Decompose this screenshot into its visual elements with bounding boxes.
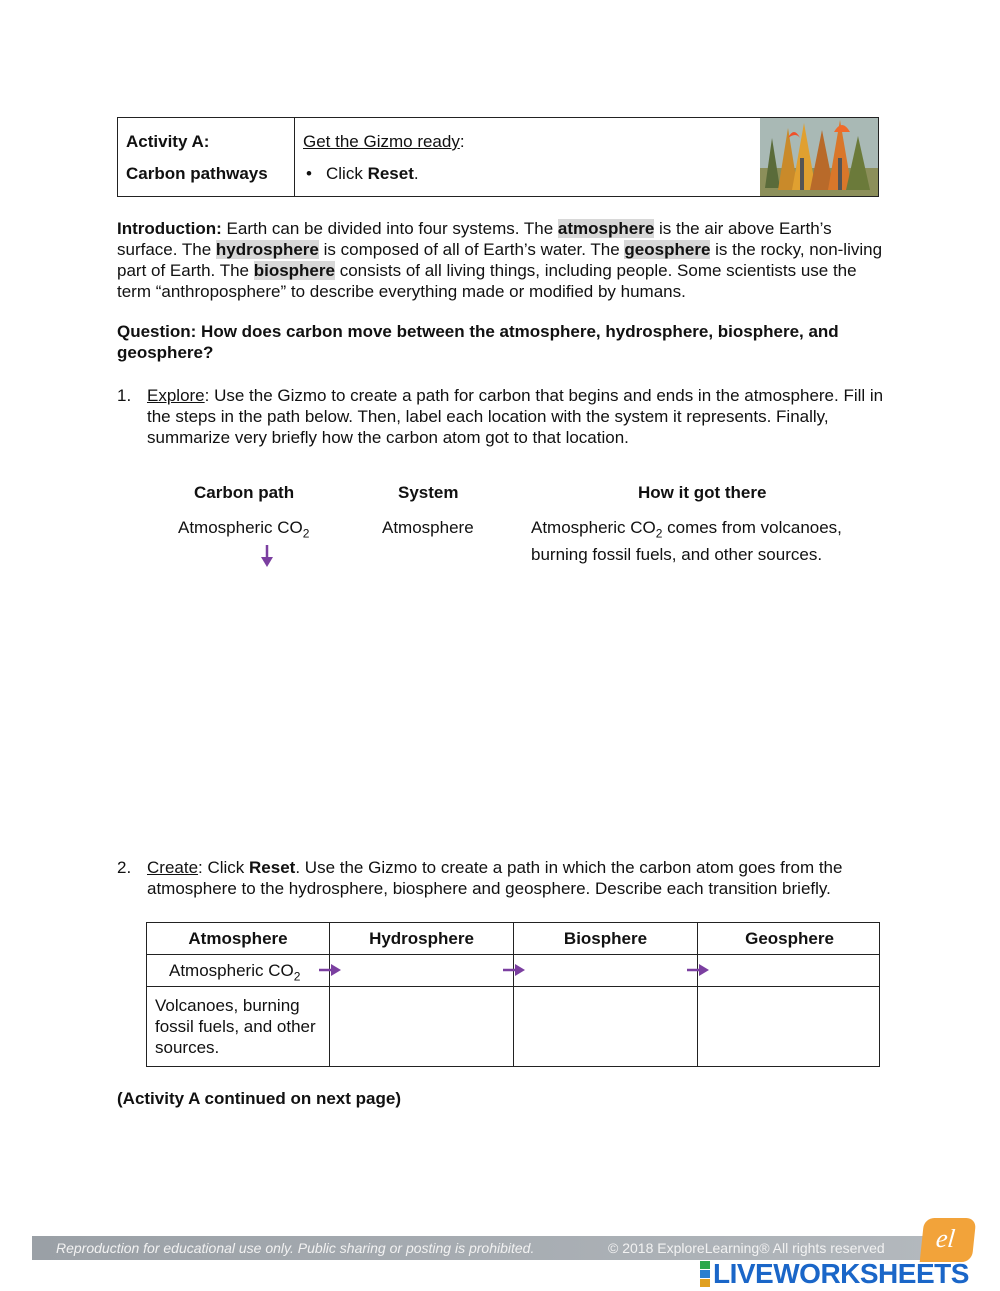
- gizmo-ready-colon: :: [459, 132, 465, 151]
- right-arrow-icon: [319, 964, 341, 976]
- activity-name: Carbon pathways: [126, 164, 268, 183]
- q2-text-2: . Use the Gizmo to create a path in which the carbon atom goes from the atmosphere to the hydrosphere, biosphere and geosphere. Describe each transition briefly.: [147, 858, 843, 898]
- atmosphere-co2: [169, 961, 300, 983]
- term-biosphere: biosphere: [253, 261, 335, 280]
- row-divider: [147, 954, 879, 955]
- header-atmosphere: Atmosphere: [188, 929, 288, 948]
- introduction-paragraph: [117, 218, 887, 302]
- row-carbon-path: [178, 518, 309, 540]
- how-text-b: comes from volcanoes, burning fossil fuels, and other sources.: [531, 518, 842, 565]
- main-question: Question: How does carbon move between the atmosphere, hydrosphere, biosphere, and geosphere?: [117, 322, 839, 362]
- activity-label: Activity A:: [126, 132, 210, 151]
- gizmo-step: [306, 164, 419, 184]
- header-hydrosphere: Hydrosphere: [369, 929, 474, 948]
- brand-text: LIVEWORKSHEETS: [713, 1258, 969, 1289]
- gizmo-ready-heading: [303, 132, 465, 152]
- co2-sub: 2: [293, 969, 301, 984]
- sphere-table: [146, 922, 880, 1067]
- footer-bar: [32, 1236, 964, 1260]
- gizmo-ready-text: Get the Gizmo ready: [303, 132, 460, 151]
- q2-label: Create: [147, 858, 199, 877]
- q2-reset: Reset: [249, 858, 296, 877]
- q1-label: Explore: [147, 386, 205, 405]
- intro-text-2: is the air above Earth’s surface. The: [117, 219, 832, 259]
- term-atmosphere: atmosphere: [557, 219, 655, 238]
- intro-text-1: Earth can be divided into four systems. The: [221, 219, 558, 238]
- term-hydrosphere: hydrosphere: [215, 240, 319, 259]
- q2-number: 2.: [117, 858, 132, 877]
- brand-logo-icon: el: [920, 1218, 977, 1262]
- row-divider: [147, 986, 879, 987]
- term-geosphere: geosphere: [624, 240, 711, 259]
- continued-note: (Activity A continued on next page): [117, 1089, 401, 1108]
- header-biosphere: Biosphere: [563, 929, 648, 948]
- q1-number: 1.: [117, 386, 132, 405]
- col-how: How it got there: [638, 483, 767, 502]
- intro-label: Introduction:: [117, 219, 222, 238]
- row-how: [531, 517, 881, 565]
- atmosphere-desc: Volcanoes, burning fossil fuels, and other sources.: [155, 996, 316, 1057]
- activity-header-table: [117, 117, 879, 197]
- header-geosphere: Geosphere: [745, 929, 834, 948]
- co2-text: Atmospheric CO: [169, 961, 294, 980]
- co2-sub: 2: [302, 526, 310, 541]
- click-text: Click: [326, 164, 368, 183]
- intro-text-5: consists of all living things, including people. Some scientists use the term “anthroposphere” to describe everything made or modified by humans.: [117, 261, 857, 301]
- right-arrow-icon: [687, 964, 709, 976]
- bullet-icon: •: [306, 164, 312, 183]
- q2-text-1: : Click: [198, 858, 250, 877]
- intro-text-4: is the rocky, non-living part of Earth. The: [117, 240, 883, 280]
- col-carbon-path: Carbon path: [194, 483, 295, 502]
- how-text-a: Atmospheric CO: [531, 518, 656, 537]
- lwl-badge-icon: [700, 1261, 710, 1287]
- activity-cell: [118, 118, 295, 196]
- q1-text: [147, 385, 887, 448]
- intro-text-3: is composed of all of Earth’s water. The: [318, 240, 625, 259]
- q2-text: [147, 857, 887, 899]
- q1-instructions: : Use the Gizmo to create a path for carbon that begins and ends in the atmosphere. Fill in the steps in the path below. Then, label each location with the system it represents. Finally, summarize very briefly how the carbon atom got to that location.: [147, 386, 884, 447]
- how-sub: 2: [655, 526, 663, 541]
- row-system: Atmosphere: [382, 518, 474, 537]
- col-system: System: [398, 483, 459, 502]
- down-arrow-icon: [260, 545, 274, 569]
- footer-left: Reproduction for educational use only. Public sharing or posting is prohibited.: [56, 1240, 535, 1256]
- right-arrow-icon: [503, 964, 525, 976]
- co2-text: Atmospheric CO: [178, 518, 303, 537]
- footer-right: © 2018 ExploreLearning® All rights reserved: [608, 1240, 885, 1256]
- period: .: [413, 164, 419, 183]
- liveworksheets-brand: [700, 1258, 969, 1290]
- forest-fire-image: [760, 118, 878, 196]
- reset-word: Reset: [367, 164, 414, 183]
